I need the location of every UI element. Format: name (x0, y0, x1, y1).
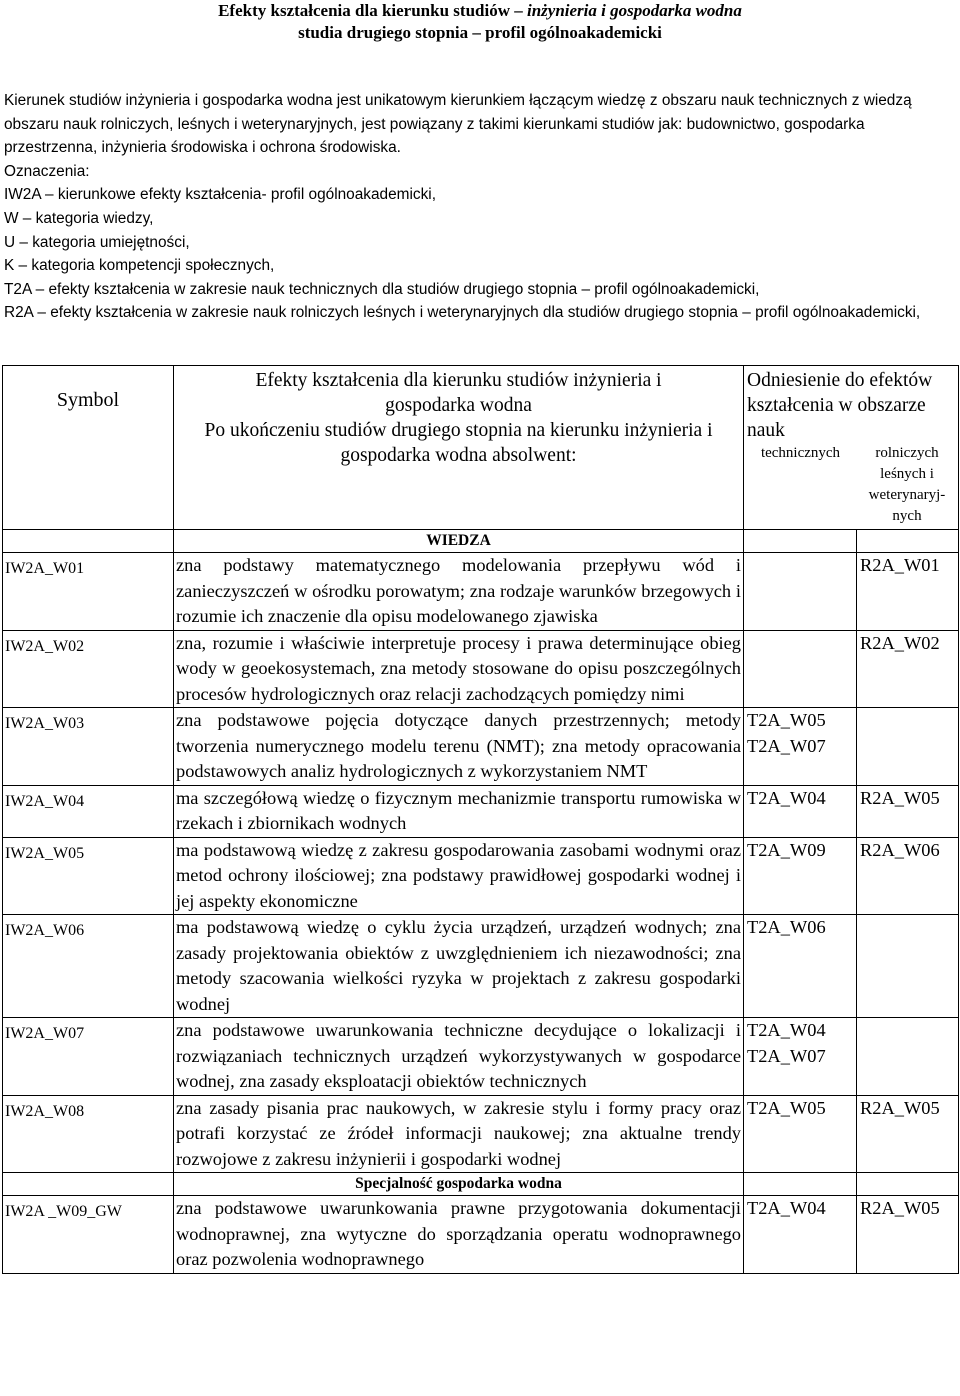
ref-technical-cell (744, 1196, 857, 1274)
ref-technical-cell (744, 1095, 857, 1173)
section-empty-cell (3, 530, 174, 553)
effect-symbol: IW2A_W06 (3, 915, 174, 1018)
section-row (3, 1173, 959, 1196)
section-empty-cell (3, 1173, 174, 1196)
header-col-tech: technicznych (760, 445, 841, 461)
table-header-row (3, 366, 959, 530)
legend-item: R2A – efekty kształcenia w zakresie nauk rolniczych leśnych i weterynaryjnych dla studiów drugiego stopnia – profil ogólnoakademicki, (4, 304, 921, 322)
effect-description: zna podstawy matematycznego modelowania przepływu wód i zanieczyszczeń w ośrodku porowatym; zna rodzaje warunków brzegowych i rozumie ich znaczenie dla opisu modelowanego zjawiska (174, 553, 744, 631)
effect-symbol: IW2A_W01 (3, 553, 174, 631)
table-row (3, 915, 959, 1018)
header-symbol: Symbol (56, 389, 120, 411)
ref-agricultural-cell (857, 837, 959, 915)
ref-technical-cell (744, 708, 857, 786)
effect-description: ma szczegółową wiedzę o fizycznym mechanizmie transportu rumowiska w rzekach i zbiornikach wodnych (174, 785, 744, 837)
ref-technical-cell (744, 553, 857, 631)
ref-agricultural-cell (857, 1095, 959, 1173)
ref-agricultural-cell (857, 785, 959, 837)
table-row (3, 837, 959, 915)
section-empty-cell (857, 1173, 959, 1196)
legend-item: K – kategoria kompetencji społecznych, (4, 257, 275, 275)
ref-technical-cell (744, 785, 857, 837)
header-ref-cell (744, 366, 959, 530)
ref-technical-cell (744, 837, 857, 915)
table-row (3, 1196, 959, 1274)
effect-description: zna podstawowe uwarunkowania techniczne decydujące o lokalizacji i rozwiązaniach technicznych urządzeń wykorzystywanych w gospodarce wodnej, zna zasady eksploatacji obiektów technicznych (174, 1018, 744, 1096)
ref-agricultural-cell (857, 1018, 959, 1096)
legend-item: IW2A – kierunkowe efekty kształcenia- profil ogólnoakademicki, (4, 186, 436, 204)
legend-item: U – kategoria umiejętności, (4, 233, 190, 251)
effect-description: zna zasady pisania prac naukowych, w zakresie stylu i formy pracy oraz potrafi korzystać ze źródeł informacji naukowej; zna aktualne trendy rozwojowe z zakresu inżynierii i gospodarki wodnej (174, 1095, 744, 1173)
effect-symbol: IW2A_W05 (3, 837, 174, 915)
section-title: Specjalność gospodarka wodna (174, 1173, 744, 1196)
ref-technical-cell (744, 630, 857, 708)
ref-agricultural-cell (857, 630, 959, 708)
effect-description: zna podstawowe uwarunkowania prawne przygotowania dokumentacji wodnoprawnej, zna wytyczne do sporządzania operatu wodnoprawnego oraz pozwolenia wodnoprawnego (174, 1196, 744, 1274)
table-row (3, 708, 959, 786)
effect-symbol: IW2A_W08 (3, 1095, 174, 1173)
ref-technical-cell (744, 1018, 857, 1096)
effect-description: zna podstawowe pojęcia dotyczące danych przestrzennych; metody tworzenia numerycznego modelu terenu (NMT); zna metody opracowania podstawowych analiz hydrologicznych z wykorzystaniem NMT (174, 708, 744, 786)
title-prefix: Efekty kształcenia dla kierunku studiów – (218, 1, 523, 20)
ref-agricultural-code: R2A_W05 (860, 787, 940, 808)
effect-symbol: IW2A_W07 (3, 1018, 174, 1096)
ref-technical-code: T2A_W05 (747, 710, 826, 730)
ref-agricultural-cell (857, 915, 959, 1018)
effect-symbol: IW2A_W03 (3, 708, 174, 786)
ref-agricultural-code: R2A_W05 (860, 1097, 940, 1118)
header-effects-subtitle: Po ukończeniu studiów drugiego stopnia na kierunku inżynieria i gospodarka wodna absolwent: (204, 420, 713, 466)
effect-description: ma podstawową wiedzę z zakresu gospodarowania zasobami wodnymi oraz metod ochrony ilościowej; zna podstawy prawidłowej gospodarki wodnej i jej aspekty ekonomiczne (174, 837, 744, 915)
effect-symbol: IW2A _W09_GW (3, 1196, 174, 1274)
legend-list (4, 183, 954, 325)
document-title-line1 (0, 0, 960, 22)
ref-technical-code: T2A_W07 (747, 735, 826, 756)
legend-item: T2A – efekty kształcenia w zakresie nauk technicznych dla studiów drugiego stopnia – profil ogólnoakademicki, (4, 280, 760, 298)
effect-symbol: IW2A_W02 (3, 630, 174, 708)
header-effects-cell (174, 366, 744, 530)
ref-technical-code: T2A_W04 (747, 1020, 826, 1040)
ref-technical-code: T2A_W05 (747, 1097, 826, 1118)
legend-label: Oznaczenia: (4, 162, 90, 180)
ref-agricultural-cell (857, 1196, 959, 1274)
ref-agricultural-code: R2A_W06 (860, 839, 940, 860)
effect-description: zna, rozumie i właściwie interpretuje procesy i prawa determinujące obieg wody w geoekosystemach, zna metody stosowane do opisu poszczególnych procesów hydrologicznych oraz relacji zachodzących pomiędzy nimi (174, 630, 744, 708)
table-row (3, 630, 959, 708)
header-ref-title: Odniesienie do efektów kształcenia w obszarze nauk (747, 370, 933, 441)
ref-agricultural-code: R2A_W05 (860, 1198, 940, 1218)
header-ref-subcols (744, 443, 958, 527)
ref-agricultural-code: R2A_W02 (860, 632, 940, 653)
section-empty-cell (857, 530, 959, 553)
ref-technical-code: T2A_W04 (747, 1198, 826, 1218)
section-empty-cell (744, 1173, 857, 1196)
table-row (3, 1095, 959, 1173)
ref-agricultural-code: R2A_W01 (860, 555, 940, 575)
document-title-line2: studia drugiego stopnia – profil ogólnoakademicki (298, 23, 662, 42)
ref-agricultural-cell (857, 708, 959, 786)
intro-section (4, 89, 954, 325)
header-col-agri: rolniczych leśnych i weterynaryj-nych (868, 445, 946, 524)
ref-technical-cell (744, 915, 857, 1018)
ref-agricultural-cell (857, 553, 959, 631)
section-empty-cell (744, 530, 857, 553)
table-row (3, 553, 959, 631)
ref-technical-code: T2A_W06 (747, 917, 826, 937)
effects-table (2, 365, 959, 1274)
effect-symbol: IW2A_W04 (3, 785, 174, 837)
header-effects-title: Efekty kształcenia dla kierunku studiów inżynieria i gospodarka wodna (255, 370, 662, 416)
field-description: Kierunek studiów inżynieria i gospodarka wodna jest unikatowym kierunkiem łączącym wiedzę z obszaru nauk technicznych z wiedzą obszaru nauk rolniczych, leśnych i weterynaryjnych, jest powiązany z takimi kierunkami studiów jak: budownictwo, gospodarka przestrzenna, inżynieria środowiska i ochrona środowiska. (4, 92, 912, 157)
section-row (3, 530, 959, 553)
header-symbol-cell (3, 366, 174, 530)
effect-description: ma podstawową wiedzę o cyklu życia urządzeń, urządzeń wodnych; zna zasady projektowania obiektów z uwzględnieniem ich niezawodności; zna metody szacowania wielkości ryzyka w projektach z zakresu gospodarki wodnej (174, 915, 744, 1018)
title-field-name: inżynieria i gospodarka wodna (526, 1, 742, 20)
ref-technical-code: T2A_W07 (747, 1045, 826, 1066)
legend-item: W – kategoria wiedzy, (4, 209, 154, 227)
ref-technical-code: T2A_W09 (747, 839, 826, 860)
table-row (3, 785, 959, 837)
table-row (3, 1018, 959, 1096)
ref-technical-code: T2A_W04 (747, 787, 826, 808)
section-title: WIEDZA (174, 530, 744, 553)
